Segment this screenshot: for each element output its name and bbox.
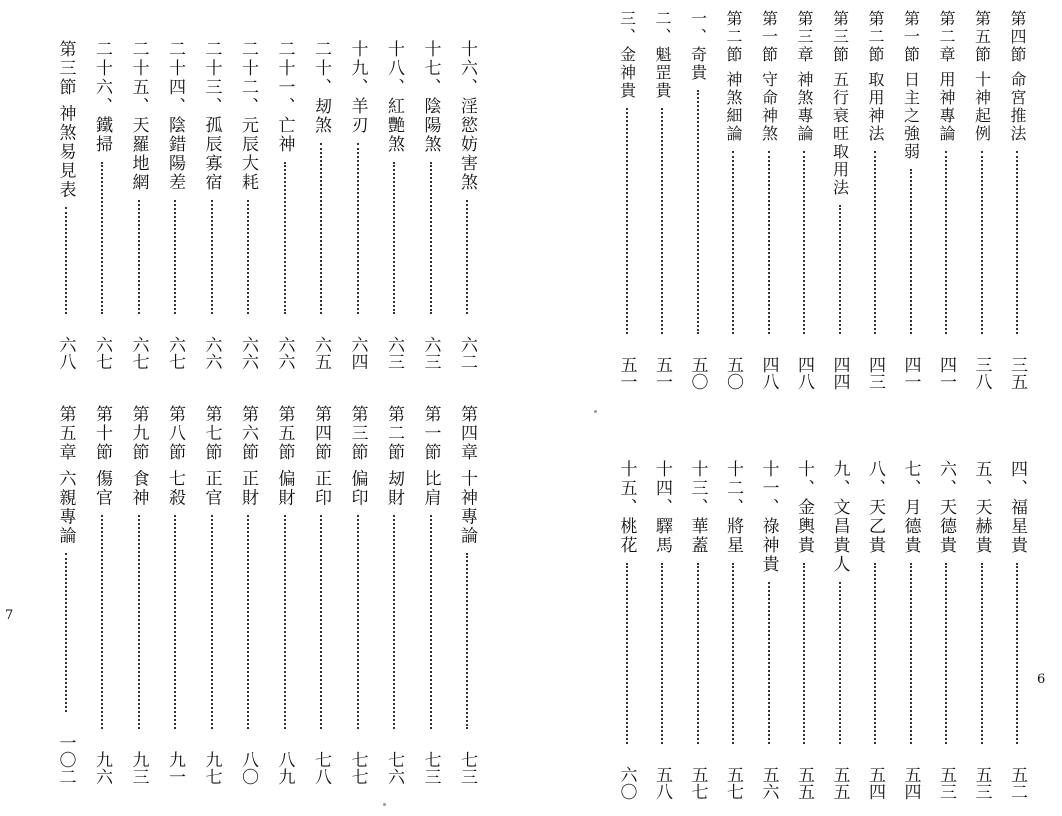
toc-leader-dots bbox=[284, 162, 286, 314]
toc-entry-title: 第一節 日主之強弱 bbox=[901, 10, 921, 162]
toc-entry[interactable] bbox=[862, 460, 888, 800]
toc-entry-page: 七八 bbox=[311, 751, 331, 785]
toc-entry-title: 十一、祿神貴 bbox=[758, 460, 779, 574]
toc-entry-page: 五五 bbox=[829, 766, 850, 800]
toc-entry-title: 九、文昌貴人 bbox=[829, 460, 850, 574]
toc-entry[interactable] bbox=[308, 40, 334, 370]
toc-entry-page: 七三 bbox=[457, 751, 477, 785]
toc-entry-page: 六六 bbox=[238, 336, 258, 370]
toc-entry-page: 七六 bbox=[384, 751, 404, 785]
toc-entry-page: 四八 bbox=[758, 356, 779, 390]
toc-entry-title: 第三節 神煞易見表 bbox=[55, 40, 76, 200]
toc-entry-page: 六五 bbox=[311, 336, 331, 370]
toc-entry-page: 九一 bbox=[165, 751, 185, 785]
toc-entry[interactable] bbox=[898, 460, 924, 800]
toc-entry-title: 二、魁罡貴 bbox=[653, 10, 672, 100]
toc-leader-dots bbox=[910, 563, 912, 744]
toc-entry[interactable] bbox=[454, 405, 480, 785]
toc-entry-title: 第四節 命宮推法 bbox=[1008, 10, 1027, 144]
toc-entry-title: 二十、刼煞 bbox=[311, 40, 331, 135]
toc-leader-dots bbox=[768, 151, 770, 334]
toc-leader-dots bbox=[138, 515, 140, 729]
toc-leader-dots bbox=[1016, 151, 1018, 334]
toc-entry[interactable] bbox=[756, 460, 782, 800]
toc-entry-title: 第五節 十神起例 bbox=[972, 10, 992, 144]
toc-entry[interactable] bbox=[418, 40, 444, 370]
toc-leader-dots bbox=[247, 200, 249, 314]
toc-entry-page: 七三 bbox=[420, 751, 441, 785]
toc-leader-dots bbox=[101, 162, 103, 314]
toc-entry[interactable] bbox=[272, 405, 298, 785]
toc-entry[interactable] bbox=[969, 10, 995, 390]
toc-entry-title: 第一節 比肩 bbox=[420, 405, 441, 508]
toc-leader-dots bbox=[910, 169, 912, 334]
toc-bottom-left bbox=[40, 405, 480, 785]
toc-entry-page: 八九 bbox=[274, 751, 295, 785]
toc-entry-title: 第六節 正財 bbox=[238, 405, 258, 508]
toc-entry-page: 五七 bbox=[687, 766, 708, 800]
toc-entry-page: 七七 bbox=[347, 751, 368, 785]
toc-entry-page: 八〇 bbox=[238, 751, 258, 785]
toc-entry-title: 十九、羊刃 bbox=[347, 40, 368, 135]
scan-speck bbox=[383, 803, 386, 806]
toc-entry[interactable] bbox=[162, 405, 188, 785]
toc-entry-page: 五四 bbox=[865, 766, 885, 800]
toc-leader-dots bbox=[1016, 563, 1018, 744]
toc-entry-title: 十六、淫慾妨害煞 bbox=[457, 40, 477, 192]
toc-leader-dots bbox=[661, 563, 663, 744]
page-number-left: 7 bbox=[5, 608, 14, 623]
toc-entry[interactable] bbox=[827, 460, 853, 800]
toc-entry[interactable] bbox=[53, 405, 79, 785]
toc-entry-title: 二十四、陰錯陽差 bbox=[165, 40, 185, 192]
toc-leader-dots bbox=[626, 563, 628, 744]
toc-leader-dots bbox=[839, 205, 841, 334]
toc-entry-title: 八、天乙貴 bbox=[865, 460, 885, 555]
toc-leader-dots bbox=[803, 151, 805, 334]
toc-entry-title: 第十節 傷官 bbox=[92, 405, 112, 508]
toc-leader-dots bbox=[945, 151, 947, 334]
toc-entry-title: 第四章 十神專論 bbox=[457, 405, 477, 546]
toc-entry[interactable] bbox=[614, 10, 640, 390]
toc-entry[interactable] bbox=[199, 40, 225, 370]
toc-entry[interactable] bbox=[862, 10, 888, 390]
toc-leader-dots bbox=[981, 563, 983, 744]
toc-entry-page: 五一 bbox=[652, 356, 672, 390]
toc-entry[interactable] bbox=[720, 10, 746, 390]
toc-leader-dots bbox=[768, 582, 770, 744]
toc-entry-page: 九三 bbox=[128, 751, 149, 785]
toc-entry-title: 第八節 七殺 bbox=[165, 405, 185, 508]
toc-leader-dots bbox=[357, 515, 359, 729]
toc-entry-page: 六三 bbox=[420, 336, 441, 370]
toc-entry-title: 二十二、元辰大耗 bbox=[238, 40, 258, 192]
toc-entry-page: 五四 bbox=[900, 766, 921, 800]
toc-entry[interactable] bbox=[1004, 460, 1030, 800]
toc-leader-dots bbox=[874, 151, 876, 334]
toc-entry[interactable] bbox=[381, 405, 407, 785]
toc-entry-title: 第九節 食神 bbox=[128, 405, 149, 508]
toc-entry-title: 第一節 守命神煞 bbox=[759, 10, 779, 144]
toc-entry-title: 一、奇貴 bbox=[688, 10, 708, 82]
toc-entry[interactable] bbox=[345, 40, 371, 370]
toc-leader-dots bbox=[874, 563, 876, 744]
toc-entry-title: 第三章 神煞專論 bbox=[795, 10, 814, 144]
toc-entry-title: 十八、紅艷煞 bbox=[384, 40, 404, 154]
toc-leader-dots bbox=[981, 151, 983, 334]
toc-entry[interactable] bbox=[126, 40, 152, 370]
toc-entry-title: 第二節 神煞細論 bbox=[724, 10, 743, 144]
toc-entry-page: 六七 bbox=[92, 336, 112, 370]
toc-entry-page: 三五 bbox=[1007, 356, 1027, 390]
toc-leader-dots bbox=[661, 108, 663, 334]
toc-entry-title: 二十一、亡神 bbox=[274, 40, 295, 154]
toc-entry-title: 第五節 偏財 bbox=[274, 405, 295, 508]
toc-entry-page: 六八 bbox=[55, 336, 76, 370]
toc-leader-dots bbox=[211, 515, 213, 729]
toc-leader-dots bbox=[803, 563, 805, 744]
toc-entry-page: 五二 bbox=[1007, 766, 1027, 800]
toc-entry-title: 二十五、天羅地網 bbox=[128, 40, 149, 192]
toc-entry-page: 四一 bbox=[900, 356, 921, 390]
toc-entry[interactable] bbox=[969, 460, 995, 800]
toc-leader-dots bbox=[839, 582, 841, 744]
toc-entry[interactable] bbox=[933, 460, 959, 800]
toc-entry-page: 六四 bbox=[347, 336, 368, 370]
toc-entry[interactable] bbox=[827, 10, 853, 390]
toc-leader-dots bbox=[393, 162, 395, 314]
toc-entry-page: 五六 bbox=[758, 766, 779, 800]
toc-leader-dots bbox=[320, 515, 322, 729]
toc-entry-page: 六七 bbox=[165, 336, 185, 370]
toc-leader-dots bbox=[732, 563, 734, 744]
toc-entry[interactable] bbox=[345, 405, 371, 785]
toc-leader-dots bbox=[174, 200, 176, 314]
toc-entry-page: 五三 bbox=[936, 766, 956, 800]
toc-entry-page: 五〇 bbox=[687, 356, 708, 390]
toc-entry-page: 四四 bbox=[829, 356, 850, 390]
toc-entry-page: 五五 bbox=[794, 766, 814, 800]
toc-entry-title: 第二章 用神專論 bbox=[937, 10, 956, 144]
toc-entry[interactable] bbox=[89, 405, 115, 785]
toc-entry-title: 第七節 正官 bbox=[201, 405, 222, 508]
toc-entry-title: 第五章 六親專論 bbox=[55, 405, 76, 546]
toc-entry-title: 三、金神貴 bbox=[617, 10, 637, 100]
toc-entry[interactable] bbox=[791, 10, 817, 390]
toc-entry[interactable] bbox=[649, 460, 675, 800]
toc-entry-title: 四、福星貴 bbox=[1007, 460, 1027, 555]
toc-top-left bbox=[40, 40, 480, 370]
toc-entry-title: 十四、驛馬 bbox=[652, 460, 672, 555]
toc-leader-dots bbox=[174, 515, 176, 729]
toc-leader-dots bbox=[101, 515, 103, 729]
toc-entry-title: 第二節 刼財 bbox=[384, 405, 404, 508]
scan-speck bbox=[594, 410, 597, 413]
toc-entry[interactable] bbox=[454, 40, 480, 370]
toc-entry-page: 九六 bbox=[92, 751, 112, 785]
toc-entry[interactable] bbox=[162, 40, 188, 370]
toc-entry[interactable] bbox=[53, 40, 79, 370]
toc-entry-title: 七、月德貴 bbox=[900, 460, 921, 555]
toc-leader-dots bbox=[65, 553, 67, 712]
toc-entry-page: 五七 bbox=[723, 766, 743, 800]
toc-leader-dots bbox=[697, 563, 699, 744]
toc-entry[interactable] bbox=[308, 405, 334, 785]
toc-entry-page: 五三 bbox=[971, 766, 992, 800]
toc-entry[interactable] bbox=[791, 460, 817, 800]
toc-entry-title: 第三節 偏印 bbox=[347, 405, 368, 508]
toc-entry-title: 十七、陰陽煞 bbox=[420, 40, 441, 154]
toc-entry-page: 六六 bbox=[201, 336, 222, 370]
toc-entry[interactable] bbox=[685, 460, 711, 800]
toc-entry-page: 六七 bbox=[128, 336, 149, 370]
toc-entry[interactable] bbox=[685, 10, 711, 390]
toc-entry[interactable] bbox=[614, 460, 640, 800]
toc-leader-dots bbox=[138, 200, 140, 314]
toc-leader-dots bbox=[697, 90, 699, 334]
toc-entry[interactable] bbox=[720, 460, 746, 800]
toc-entry-title: 二十三、孤辰寡宿 bbox=[201, 40, 222, 192]
toc-leader-dots bbox=[430, 162, 432, 314]
toc-leader-dots bbox=[466, 553, 468, 729]
toc-entry[interactable] bbox=[649, 10, 675, 390]
toc-entry-page: 六六 bbox=[274, 336, 295, 370]
toc-entry[interactable] bbox=[418, 405, 444, 785]
toc-leader-dots bbox=[626, 108, 628, 334]
toc-leader-dots bbox=[357, 143, 359, 314]
toc-leader-dots bbox=[211, 200, 213, 314]
page-number-right: 6 bbox=[1037, 672, 1046, 687]
toc-leader-dots bbox=[430, 515, 432, 729]
toc-entry-page: 四一 bbox=[936, 356, 956, 390]
toc-leader-dots bbox=[466, 200, 468, 314]
toc-bottom-right bbox=[590, 460, 1030, 800]
toc-entry-title: 第四節 正印 bbox=[311, 405, 331, 508]
toc-leader-dots bbox=[65, 207, 67, 314]
toc-leader-dots bbox=[247, 515, 249, 729]
toc-entry[interactable] bbox=[898, 10, 924, 390]
toc-entry[interactable] bbox=[89, 40, 115, 370]
toc-entry[interactable] bbox=[235, 405, 261, 785]
toc-leader-dots bbox=[945, 563, 947, 744]
toc-leader-dots bbox=[393, 515, 395, 729]
toc-leader-dots bbox=[284, 515, 286, 729]
toc-entry-page: 三八 bbox=[971, 356, 992, 390]
toc-top-right bbox=[590, 10, 1030, 390]
toc-entry[interactable] bbox=[235, 40, 261, 370]
toc-entry-title: 第三節 五行衰旺取用法 bbox=[830, 10, 850, 198]
toc-entry-title: 五、天赫貴 bbox=[971, 460, 992, 555]
toc-entry-page: 五八 bbox=[652, 766, 672, 800]
toc-entry-page: 九七 bbox=[201, 751, 222, 785]
toc-entry-page: 六二 bbox=[457, 336, 477, 370]
toc-entry[interactable] bbox=[1004, 10, 1030, 390]
toc-entry-page: 六三 bbox=[384, 336, 404, 370]
toc-entry-title: 十五、桃花 bbox=[616, 460, 637, 555]
toc-entry[interactable] bbox=[381, 40, 407, 370]
toc-entry-title: 二十六、鐵掃 bbox=[92, 40, 112, 154]
toc-entry-page: 五〇 bbox=[723, 356, 743, 390]
toc-entry-title: 十二、將星 bbox=[723, 460, 743, 555]
toc-leader-dots bbox=[732, 151, 734, 334]
toc-entry-page: 六〇 bbox=[616, 766, 637, 800]
toc-entry[interactable] bbox=[756, 10, 782, 390]
toc-entry[interactable] bbox=[272, 40, 298, 370]
toc-entry[interactable] bbox=[933, 10, 959, 390]
toc-entry-page: 一〇二 bbox=[55, 734, 76, 785]
toc-entry-page: 四八 bbox=[794, 356, 814, 390]
toc-entry-title: 十三、華蓋 bbox=[687, 460, 708, 555]
toc-entry-page: 五一 bbox=[616, 356, 637, 390]
toc-entry[interactable] bbox=[126, 405, 152, 785]
toc-entry-title: 第二節 取用神法 bbox=[866, 10, 885, 144]
toc-leader-dots bbox=[320, 143, 322, 314]
toc-entry-page: 四三 bbox=[865, 356, 885, 390]
toc-entry[interactable] bbox=[199, 405, 225, 785]
toc-entry-title: 十、金輿貴 bbox=[794, 460, 814, 555]
toc-entry-title: 六、天德貴 bbox=[936, 460, 956, 555]
